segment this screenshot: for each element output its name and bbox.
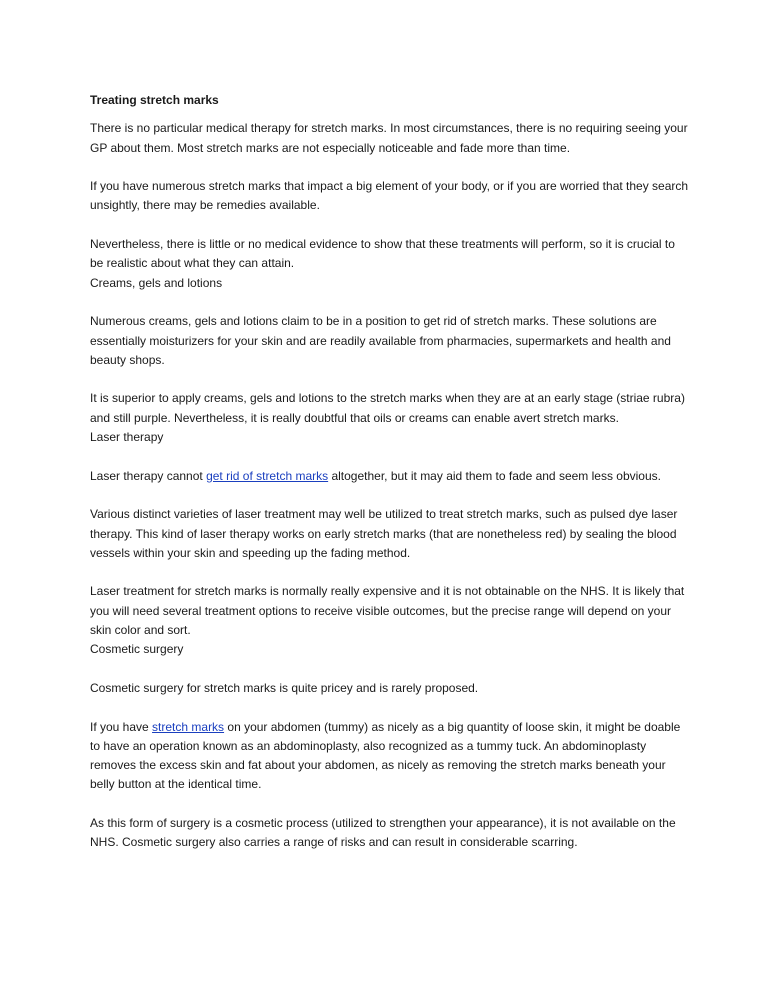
paragraph-gap (90, 486, 690, 505)
section-heading-creams: Creams, gels and lotions (90, 275, 223, 290)
stretch-marks-link[interactable]: get rid of stretch marks (206, 468, 329, 483)
paragraph: Various distinct varieties of laser treatment may well be utilized to treat stretch marks, such as pulsed dye laser therapy. This kind of laser therapy works on early stretch marks (that are nonetheless red) by sealing the blood vessels within your skin and speeding up the fading method. (90, 507, 678, 560)
paragraph-gap (90, 563, 690, 582)
paragraph: It is superior to apply creams, gels and lotions to the stretch marks when they are at an early stage (striae rubra) and still purple. Nevertheless, it is really doubtful that oils or creams can enable avert stretch marks. (90, 391, 685, 425)
paragraph: There is no particular medical therapy for stretch marks. In most circumstances, there is no requiring seeing your GP about them. Most stretch marks are not especially noticeable and fade more than time. (90, 121, 688, 155)
paragraph-gap (90, 660, 690, 679)
paragraph: Nevertheless, there is little or no medical evidence to show that these treatments will perform, so it is crucial to be realistic about what they can attain. (90, 237, 675, 271)
paragraph-with-link (90, 718, 690, 795)
paragraph: Numerous creams, gels and lotions claim to be in a position to get rid of stretch marks. These solutions are essentially moisturizers for your skin and are readily available from pharmacies, supermarkets and health and beauty shops. (90, 314, 671, 367)
paragraph-gap (90, 447, 690, 466)
paragraph-text: Laser therapy cannot (90, 468, 207, 483)
paragraph: Laser treatment for stretch marks is normally really expensive and it is not obtainable on the NHS. It is likely that you will need several treatment options to receive visible outcomes, but the precise range will depend on your skin color and sort. (90, 584, 685, 638)
stretch-marks-link[interactable]: stretch marks (152, 719, 225, 734)
paragraph: Cosmetic surgery for stretch marks is quite pricey and is rarely proposed. (90, 680, 479, 695)
paragraph-gap (90, 293, 690, 312)
paragraph-gap (90, 370, 690, 389)
paragraph-with-link (90, 467, 690, 486)
paragraph: If you have numerous stretch marks that impact a big element of your body, or if you are worried that they search unsightly, there may be remedies available. (90, 179, 689, 213)
paragraph-text: on your abdomen (tummy) as nicely as a big quantity of loose skin, it might be doable to have an operation known as an abdominoplasty, also recognized as a tummy tuck. An abdominoplasty removes the excess skin and fat about your abdomen, as nicely as removing the stretch marks beneath your belly button at the identical time. (90, 719, 681, 792)
document-title: Treating stretch marks (90, 93, 219, 107)
paragraph-gap (90, 698, 690, 717)
section-heading-cosmetic: Cosmetic surgery (90, 642, 184, 657)
paragraph-gap (90, 158, 690, 177)
paragraph-text: If you have (90, 719, 153, 734)
paragraph-gap (90, 216, 690, 235)
paragraph-text: altogether, but it may aid them to fade and seem less obvious. (328, 468, 661, 483)
paragraph-gap (90, 795, 690, 814)
document-body (90, 91, 690, 853)
section-heading-laser: Laser therapy (90, 430, 164, 445)
paragraph: As this form of surgery is a cosmetic process (utilized to strengthen your appearance), it is not available on the NHS. Cosmetic surgery also carries a range of risks and can result in considerable scarring. (90, 815, 676, 850)
